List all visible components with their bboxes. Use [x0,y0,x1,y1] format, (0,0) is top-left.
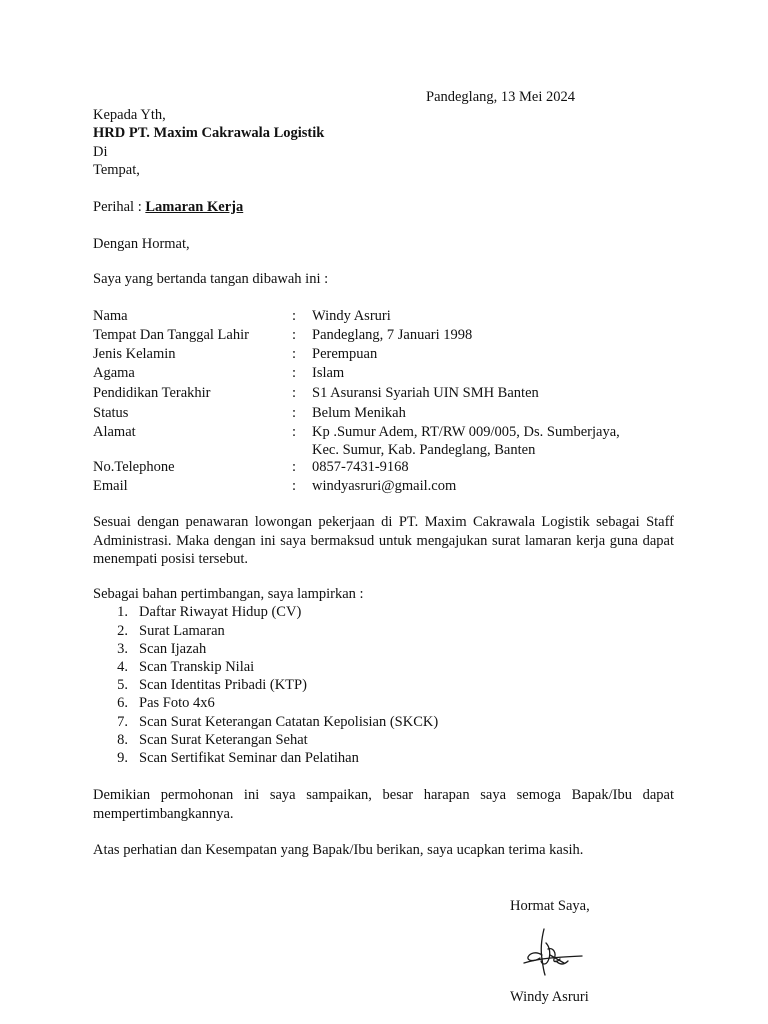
list-item-number: 3. [117,641,128,657]
list-item-text: Scan Identitas Pribadi (KTP) [139,677,307,693]
signature-image [520,925,590,977]
thanks-text: Atas perhatian dan Kesempatan yang Bapak/Ibu berikan, saya ucapkan terima kasih. [93,842,584,858]
detail-label: Pendidikan Terakhir [93,385,211,401]
subject-line [93,198,243,216]
recipient-salutation: Kepada Yth, [93,107,166,123]
detail-colon: : [292,365,297,381]
intro-text: Saya yang bertanda tangan dibawah ini : [93,271,329,287]
detail-label: Jenis Kelamin [93,346,176,362]
detail-label: No.Telephone [93,459,175,475]
list-item-number: 6. [117,695,128,711]
detail-label: Email [93,478,128,494]
subject-label: Perihal : [93,199,146,215]
detail-colon: : [292,405,297,421]
detail-value: Islam [312,365,345,381]
recipient-company: HRD PT. Maxim Cakrawala Logistik [93,125,325,141]
list-item-number: 9. [117,750,128,766]
detail-colon: : [292,459,297,475]
attachments-intro: Sebagai bahan pertimbangan, saya lampirkan : [93,586,364,602]
detail-value: 0857-7431-9168 [312,459,409,475]
detail-colon: : [292,308,297,324]
detail-colon: : [292,424,297,440]
detail-label: Tempat Dan Tanggal Lahir [93,327,249,343]
detail-value: Windy Asruri [312,308,391,324]
recipient-place: Tempat, [93,162,140,178]
list-item-text: Scan Sertifikat Seminar dan Pelatihan [139,750,359,766]
list-item-number: 2. [117,623,128,639]
detail-label: Agama [93,365,135,381]
greeting: Dengan Hormat, [93,236,190,252]
detail-colon: : [292,346,297,362]
detail-value: S1 Asuransi Syariah UIN SMH Banten [312,385,539,401]
detail-label: Status [93,405,129,421]
detail-colon: : [292,478,297,494]
list-item-number: 7. [117,714,128,730]
detail-value: Kp .Sumur Adem, RT/RW 009/005, Ds. Sumberjaya, [312,424,620,440]
list-item-text: Scan Surat Keterangan Sehat [139,732,308,748]
recipient-di: Di [93,144,108,160]
detail-colon: : [292,385,297,401]
detail-value: Pandeglang, 7 Januari 1998 [312,327,473,343]
detail-colon: : [292,327,297,343]
list-item-number: 1. [117,604,128,620]
list-item-number: 4. [117,659,128,675]
list-item-text: Surat Lamaran [139,623,225,639]
detail-value: Perempuan [312,346,378,362]
list-item-text: Pas Foto 4x6 [139,695,215,711]
detail-value: Kec. Sumur, Kab. Pandeglang, Banten [312,442,536,458]
closing-text: Hormat Saya, [510,898,590,914]
list-item-text: Scan Transkip Nilai [139,659,255,675]
detail-label: Nama [93,308,128,324]
list-item-text: Daftar Riwayat Hidup (CV) [139,604,302,620]
detail-value: windyasruri@gmail.com [312,478,457,494]
body-paragraph-1: Sesuai dengan penawaran lowongan pekerjaan di PT. Maxim Cakrawala Logistik sebagai Staff Administrasi. Maka dengan ini saya bermaksud untuk mengajukan surat lamaran kerja guna dapat menempati posisi tersebut. [93,514,674,567]
body-paragraph-2: Demikian permohonan ini saya sampaikan, besar harapan saya semoga Bapak/Ibu dapat mempertimbangkannya. [93,787,674,822]
list-item-text: Scan Surat Keterangan Catatan Kepolisian (SKCK) [139,714,439,730]
list-item-number: 5. [117,677,128,693]
detail-value: Belum Menikah [312,405,406,421]
subject-text: Lamaran Kerja [145,199,244,215]
place-date: Pandeglang, 13 Mei 2024 [426,89,576,105]
list-item-number: 8. [117,732,128,748]
signer-name: Windy Asruri [510,989,589,1005]
detail-label: Alamat [93,424,136,440]
list-item-text: Scan Ijazah [139,641,207,657]
